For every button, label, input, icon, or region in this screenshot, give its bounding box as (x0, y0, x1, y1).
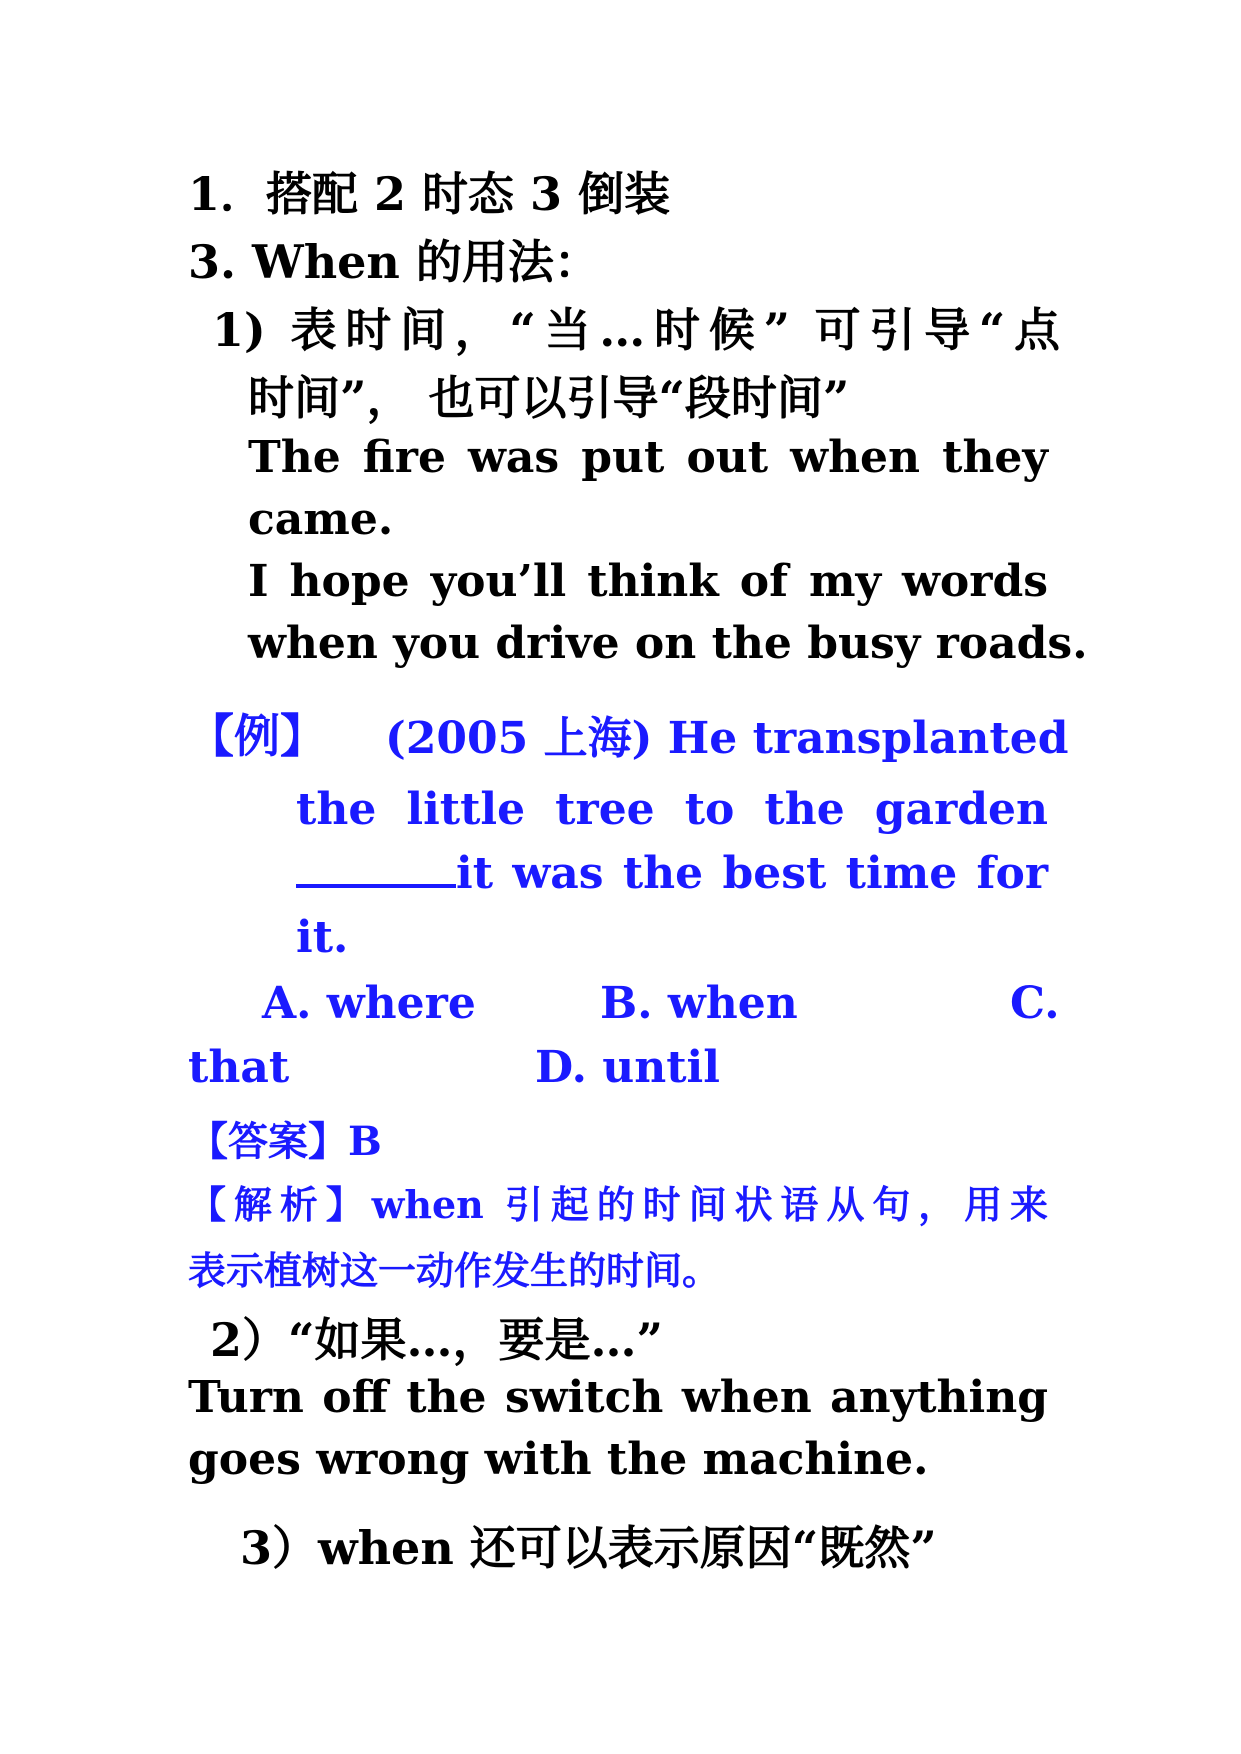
section2-example-line1: Turn off the switch when anything (188, 1372, 1048, 1423)
section1-title-line2: 时间”， 也可以引导“段时间” (248, 371, 850, 425)
example-sentence-1-line1: The fire was put out when they (248, 432, 1048, 483)
example-sentence-2-line1: I hope you’ll think of my words (248, 556, 1048, 607)
heading-topics: 1．搭配 2 时态 3 倒装 (188, 167, 671, 221)
section1-title-line1: 1) 表时间，“当…时候” 可引导“点 (212, 303, 1060, 357)
section2-title: 2）“如果…，要是…” (210, 1313, 663, 1367)
option-c-continued: that (188, 1042, 290, 1093)
exercise-line3-text: it was the best time for (456, 848, 1048, 899)
heading-when-usage: 3. When 的用法： (188, 235, 600, 289)
exercise-line4: it. (296, 912, 349, 963)
section2-example-line2: goes wrong with the machine. (188, 1434, 929, 1485)
option-d: D. until (535, 1042, 720, 1093)
option-b: B. when (600, 978, 798, 1029)
answer-blank (296, 850, 456, 888)
example-sentence-2-line2: when you drive on the busy roads. (248, 618, 1088, 669)
analysis-line1: 【解析】when 引起的时间状语从句，用来 (188, 1182, 1048, 1227)
example-sentence-1-line2: came. (248, 494, 394, 545)
exercise-tag: 【例】 (188, 709, 326, 763)
exercise-source-line: (2005 上海) He transplanted (385, 713, 1069, 764)
section3-title: 3）when 还可以表示原因“既然” (240, 1521, 937, 1575)
answer-line: 【答案】B (188, 1118, 382, 1165)
exercise-line3 (296, 848, 1048, 899)
option-c: C. (1010, 978, 1060, 1029)
option-a: A. where (262, 978, 476, 1029)
analysis-line2: 表示植树这一动作发生的时间。 (188, 1248, 721, 1293)
exercise-line2: the little tree to the garden (296, 784, 1048, 835)
